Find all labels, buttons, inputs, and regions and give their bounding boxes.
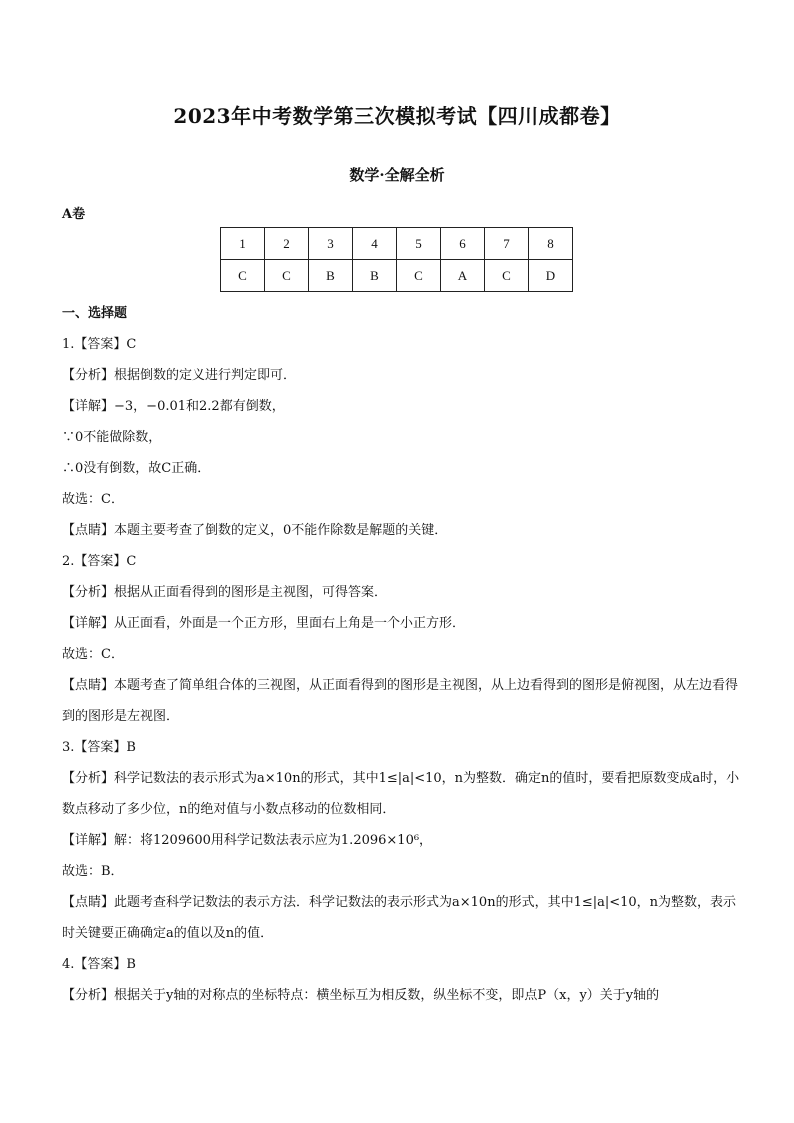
detail-tag: 【详解】 [62,616,115,631]
document-subtitle: 数学·全解全析 [349,166,445,184]
q2-detail-text: 从正面看，外面是一个正方形，里面右上角是一个小正方形． [114,616,466,631]
q1-comment-text: 本题主要考查了倒数的定义，0不能作除数是解题的关键． [114,523,448,538]
solution-body [62,298,742,1011]
answer-table [220,227,573,292]
question-number-cell: 7 [485,228,529,260]
part-heading: 一、选择题 [62,306,128,321]
answer-cell: C [265,260,309,292]
q1-comment [62,515,742,546]
question-number-cell: 4 [353,228,397,260]
answer-cell: C [397,260,441,292]
answer-cell: B [309,260,353,292]
q4-answer: 4.【答案】B [62,957,136,972]
answer-cell: D [529,260,573,292]
answer-cell: C [221,260,265,292]
answer-cell: A [441,260,485,292]
analysis-tag: 【分析】 [62,771,115,786]
detail-tag: 【详解】 [62,399,115,414]
comment-tag: 【点睛】 [62,678,115,693]
q1-step: ∴0没有倒数，故C正确． [62,461,211,476]
q3-comment [62,887,742,949]
q2-analysis-text: 根据从正面看得到的图形是主视图，可得答案． [114,585,388,600]
q3-choice: 故选：B． [62,864,124,879]
question-number-cell: 2 [265,228,309,260]
q1-answer: 1.【答案】C [62,337,137,352]
q3-analysis [62,763,742,825]
section-heading: A卷 [62,207,86,222]
q2-comment [62,670,742,732]
question-number-cell: 6 [441,228,485,260]
q4-analysis [62,980,742,1011]
q1-analysis-text: 根据倒数的定义进行判定即可． [114,368,297,383]
q3-comment-text: 此题考查科学记数法的表示方法．科学记数法的表示形式为a×10n的形式，其中1≤|a|<10，n为整数，表示时关键要正确确定a的值以及n的值． [62,895,737,941]
q1-step: ∵0不能做除数， [62,430,162,445]
question-number-cell: 3 [309,228,353,260]
q3-answer: 3.【答案】B [62,740,136,755]
comment-tag: 【点睛】 [62,523,115,538]
q2-choice: 故选：C． [62,647,124,662]
question-number-cell: 5 [397,228,441,260]
answer-cell: C [485,260,529,292]
q2-analysis [62,577,742,608]
answer-cell: B [353,260,397,292]
detail-tag: 【详解】 [62,833,115,848]
q1-analysis [62,360,742,391]
q1-detail-text: −3，−0.01和2.2都有倒数， [114,399,285,414]
analysis-tag: 【分析】 [62,585,115,600]
q2-answer: 2.【答案】C [62,554,137,569]
document-title: 2023年中考数学第三次模拟考试【四川成都卷】 [173,104,621,128]
answer-table-answer-row [221,260,573,292]
q2-detail [62,608,742,639]
q4-analysis-text: 根据关于y轴的对称点的坐标特点：横坐标互为相反数，纵坐标不变，即点P（x，y）关于y轴的 [114,988,660,1003]
analysis-tag: 【分析】 [62,988,115,1003]
answer-table-number-row [221,228,573,260]
q3-detail [62,825,742,856]
q1-choice: 故选：C． [62,492,124,507]
analysis-tag: 【分析】 [62,368,115,383]
q2-comment-text: 本题考查了简单组合体的三视图，从正面看得到的图形是主视图，从上边看得到的图形是俯视图，从左边看得到的图形是左视图． [62,678,739,724]
q3-analysis-text: 科学记数法的表示形式为a×10n的形式，其中1≤|a|<10，n为整数．确定n的值时，要看把原数变成a时，小数点移动了多少位，n的绝对值与小数点移动的位数相同． [62,771,740,817]
q1-detail [62,391,742,422]
question-number-cell: 8 [529,228,573,260]
comment-tag: 【点睛】 [62,895,115,910]
question-number-cell: 1 [221,228,265,260]
q3-detail-text: 解：将1209600用科学记数法表示应为1.2096×10⁶， [114,833,433,848]
